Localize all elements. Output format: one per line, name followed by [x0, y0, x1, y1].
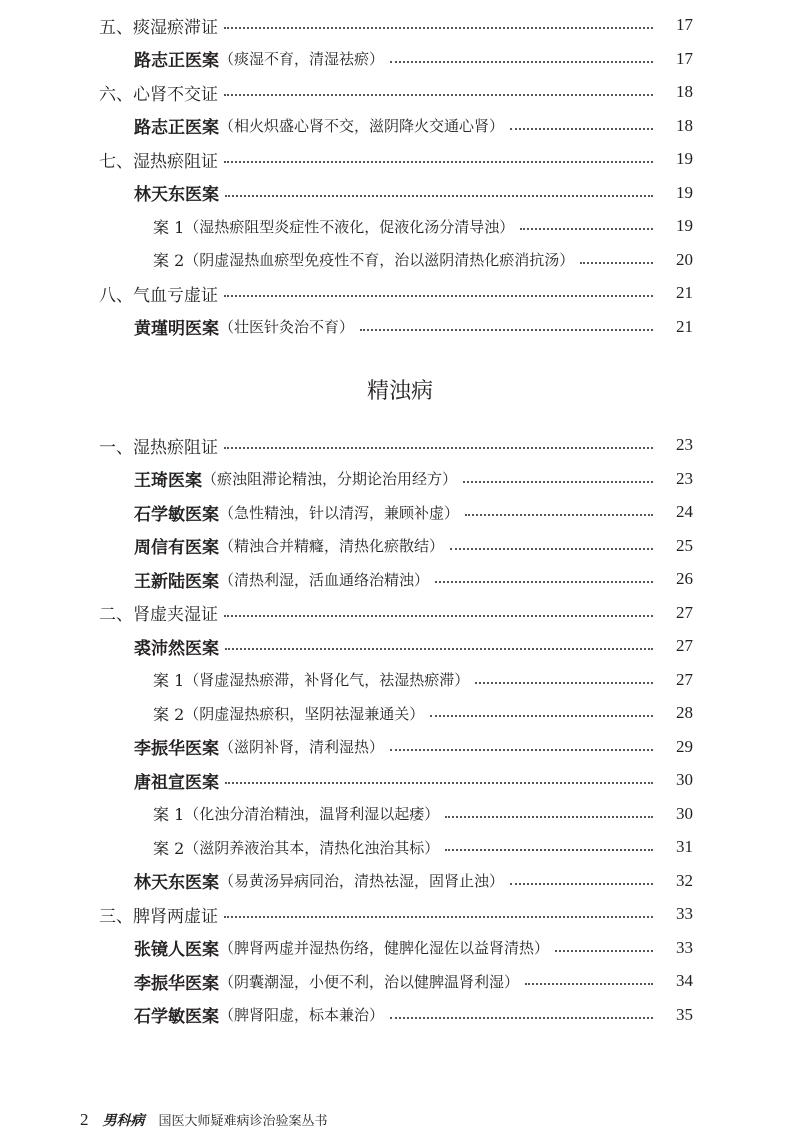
dot-leader	[225, 648, 653, 650]
toc-subcase-entry[interactable]	[0, 800, 800, 828]
toc-entry-description: （相火炽盛心肾不交，滋阴降火交通心肾）	[219, 117, 505, 135]
dot-leader	[435, 581, 653, 583]
toc-case-entry[interactable]	[0, 465, 800, 493]
toc-entry-title: 林天东医案	[134, 873, 219, 893]
toc-entry-description: （肾虚湿热瘀滞，补肾化气，祛湿热瘀滞）	[184, 671, 470, 689]
dot-leader	[224, 27, 653, 29]
toc-entry-title: 七、湿热瘀阻证	[99, 151, 218, 172]
toc-entry-title: 六、心肾不交证	[99, 84, 218, 105]
toc-entry-page-number: 18	[676, 115, 693, 135]
dot-leader	[224, 295, 653, 297]
toc-section-entry[interactable]	[0, 431, 800, 459]
dot-leader	[224, 161, 653, 163]
toc-entry-page-number: 32	[676, 870, 693, 890]
section-title: 精浊病	[366, 379, 433, 404]
toc-subcase-entry[interactable]	[0, 212, 800, 240]
toc-entry-title: 案 2	[153, 251, 185, 270]
toc-entry-title: 五、痰湿瘀滞证	[99, 17, 218, 38]
toc-entry-title: 三、脾肾两虚证	[99, 906, 218, 927]
toc-case-entry[interactable]	[0, 867, 800, 895]
toc-entry-page-number: 31	[676, 837, 693, 856]
toc-subcase-entry[interactable]	[0, 246, 800, 274]
dot-leader	[224, 447, 653, 449]
toc-entry-description: （急性精浊，针以清泻，兼顾补虚）	[219, 503, 460, 522]
dot-leader	[555, 950, 653, 952]
toc-entry-title: 案 2	[153, 838, 185, 858]
dot-leader	[475, 682, 653, 684]
dot-leader	[430, 715, 653, 717]
toc-entry-page-number: 27	[676, 669, 693, 689]
toc-case-entry[interactable]	[0, 45, 800, 73]
toc-entry-page-number: 27	[676, 636, 693, 655]
toc-case-entry[interactable]	[0, 934, 800, 962]
dot-leader	[525, 983, 653, 985]
toc-entry-description: （滋阴补肾，清利湿热）	[219, 738, 385, 756]
toc-entry-description: （化浊分清治精浊，温肾利湿以起痿）	[184, 805, 440, 823]
toc-entry-page-number: 26	[676, 569, 693, 588]
toc-entry-description: （阴囊潮湿，小便不利，治以健脾温肾利湿）	[219, 972, 520, 991]
toc-entry-page-number: 19	[676, 216, 693, 235]
toc-entry-description: （痰湿不育，清湿祛瘀）	[219, 50, 385, 68]
toc-entry-title: 八、气血亏虚证	[99, 285, 218, 306]
toc-case-entry[interactable]	[0, 179, 800, 207]
dot-leader	[390, 749, 653, 751]
toc-case-entry[interactable]	[0, 967, 800, 995]
toc-entry-page-number: 35	[676, 1004, 693, 1024]
toc-section-entry[interactable]	[0, 145, 800, 173]
toc-entry-description: （精浊合并精癃，清热化瘀散结）	[219, 537, 445, 555]
toc-entry-description: （阴虚湿热血瘀型免疫性不育，治以滋阴清热化瘀消抗汤）	[184, 251, 575, 269]
toc-entry-page-number: 30	[676, 770, 693, 789]
toc-entry-page-number: 30	[676, 803, 693, 823]
toc-section-entry[interactable]	[0, 78, 800, 106]
toc-entry-description: （壮医针灸治不育）	[219, 318, 355, 336]
toc-entry-description: （脾肾阳虚，标本兼治）	[219, 1006, 385, 1024]
dot-leader	[580, 262, 653, 264]
toc-entry-description: （清热利湿，活血通络治精浊）	[219, 570, 430, 589]
toc-entry-page-number: 17	[676, 15, 693, 34]
toc-entry-description: （阴虚湿热瘀积，坚阴祛湿兼通关）	[184, 704, 425, 723]
toc-entry-title: 二、肾虚夹湿证	[99, 605, 218, 625]
toc-case-entry[interactable]	[0, 498, 800, 526]
toc-entry-title: 王新陆医案	[134, 571, 219, 592]
page-footer	[80, 1110, 328, 1130]
toc-entry-page-number: 25	[676, 535, 693, 555]
toc-entry-title: 林天东医案	[134, 185, 219, 205]
toc-entry-page-number: 19	[676, 182, 693, 202]
toc-entry-title: 案 1	[153, 671, 185, 690]
dot-leader	[224, 94, 653, 96]
dot-leader	[510, 128, 653, 130]
toc-entry-page-number: 21	[676, 283, 693, 302]
toc-entry-title: 张镜人医案	[134, 940, 219, 960]
toc-case-entry[interactable]	[0, 532, 800, 560]
dot-leader	[360, 329, 653, 331]
dot-leader	[463, 481, 653, 483]
toc-case-entry[interactable]	[0, 766, 800, 794]
dot-leader	[445, 849, 653, 851]
toc-entry-title: 王琦医案	[134, 471, 202, 491]
toc-entry-page-number: 29	[676, 736, 693, 756]
toc-entry-title: 案 1	[153, 217, 185, 237]
toc-subcase-entry[interactable]	[0, 699, 800, 727]
dot-leader	[510, 883, 653, 885]
toc-entry-title: 黄瑾明医案	[134, 319, 219, 339]
toc-section-entry[interactable]	[0, 279, 800, 307]
toc-section-entry[interactable]	[0, 900, 800, 928]
toc-entry-title: 唐祖宣医案	[134, 772, 219, 793]
toc-entry-page-number: 20	[676, 249, 693, 269]
toc-entry-page-number: 24	[676, 502, 693, 521]
toc-case-entry[interactable]	[0, 733, 800, 761]
toc-entry-title: 石学敏医案	[134, 1007, 219, 1027]
toc-entry-title: 石学敏医案	[134, 504, 219, 525]
toc-entry-description: （脾肾两虚并湿热伤络，健脾化湿佐以益肾清热）	[219, 939, 550, 957]
dot-leader	[520, 228, 653, 230]
toc-entry-page-number: 18	[676, 82, 693, 101]
toc-entry-page-number: 27	[676, 602, 693, 622]
toc-entry-page-number: 23	[676, 468, 693, 488]
dot-leader	[390, 61, 653, 63]
footer-book-title: 男科病	[102, 1113, 145, 1129]
toc-entry-page-number: 23	[676, 435, 693, 454]
toc-entry-description: （湿热瘀阻型炎症性不液化，促液化汤分清导浊）	[184, 217, 515, 236]
toc-entry-page-number: 33	[676, 937, 693, 957]
footer-page-number: 2	[80, 1110, 89, 1129]
dot-leader	[224, 615, 653, 617]
dot-leader	[465, 514, 653, 516]
footer-series-title: 国医大师疑难病诊治验案丛书	[158, 1114, 328, 1129]
toc-entry-description: （滋阴养液治其本，清热化浊治其标）	[184, 838, 440, 857]
toc-entry-title: 一、湿热瘀阻证	[99, 437, 218, 458]
toc-section-entry[interactable]	[0, 599, 800, 627]
dot-leader	[445, 816, 653, 818]
toc-entry-page-number: 19	[676, 149, 693, 168]
toc-case-entry[interactable]	[0, 565, 800, 593]
toc-case-entry[interactable]	[0, 313, 800, 341]
toc-entry-page-number: 34	[676, 971, 693, 990]
toc-entry-description: （易黄汤异病同治，清热祛湿，固肾止浊）	[219, 872, 505, 890]
dot-leader	[224, 916, 653, 918]
dot-leader	[390, 1017, 653, 1019]
toc-entry-title: 李振华医案	[134, 973, 219, 994]
toc-entry-page-number: 21	[676, 316, 693, 336]
toc-case-entry[interactable]	[0, 632, 800, 660]
toc-entry-title: 案 1	[153, 805, 185, 824]
toc-subcase-entry[interactable]	[0, 666, 800, 694]
toc-entry-title: 路志正医案	[134, 51, 219, 71]
toc-entry-page-number: 33	[676, 904, 693, 923]
toc-subcase-entry[interactable]	[0, 833, 800, 861]
toc-entry-title: 裘沛然医案	[134, 638, 219, 659]
toc-entry-title: 路志正医案	[134, 118, 219, 138]
dot-leader	[450, 548, 653, 550]
toc-case-entry[interactable]	[0, 1001, 800, 1029]
toc-entry-page-number: 28	[676, 703, 693, 722]
toc-case-entry[interactable]	[0, 112, 800, 140]
dot-leader	[225, 195, 653, 197]
toc-entry-title: 李振华医案	[134, 739, 219, 759]
toc-entry-description: （瘀浊阻滞论精浊，分期论治用经方）	[202, 470, 458, 488]
dot-leader	[225, 782, 653, 784]
toc-entry-page-number: 17	[676, 48, 693, 68]
toc-entry-title: 案 2	[153, 704, 185, 724]
toc-entry-title: 周信有医案	[134, 538, 219, 558]
toc-section-entry[interactable]	[0, 11, 800, 39]
